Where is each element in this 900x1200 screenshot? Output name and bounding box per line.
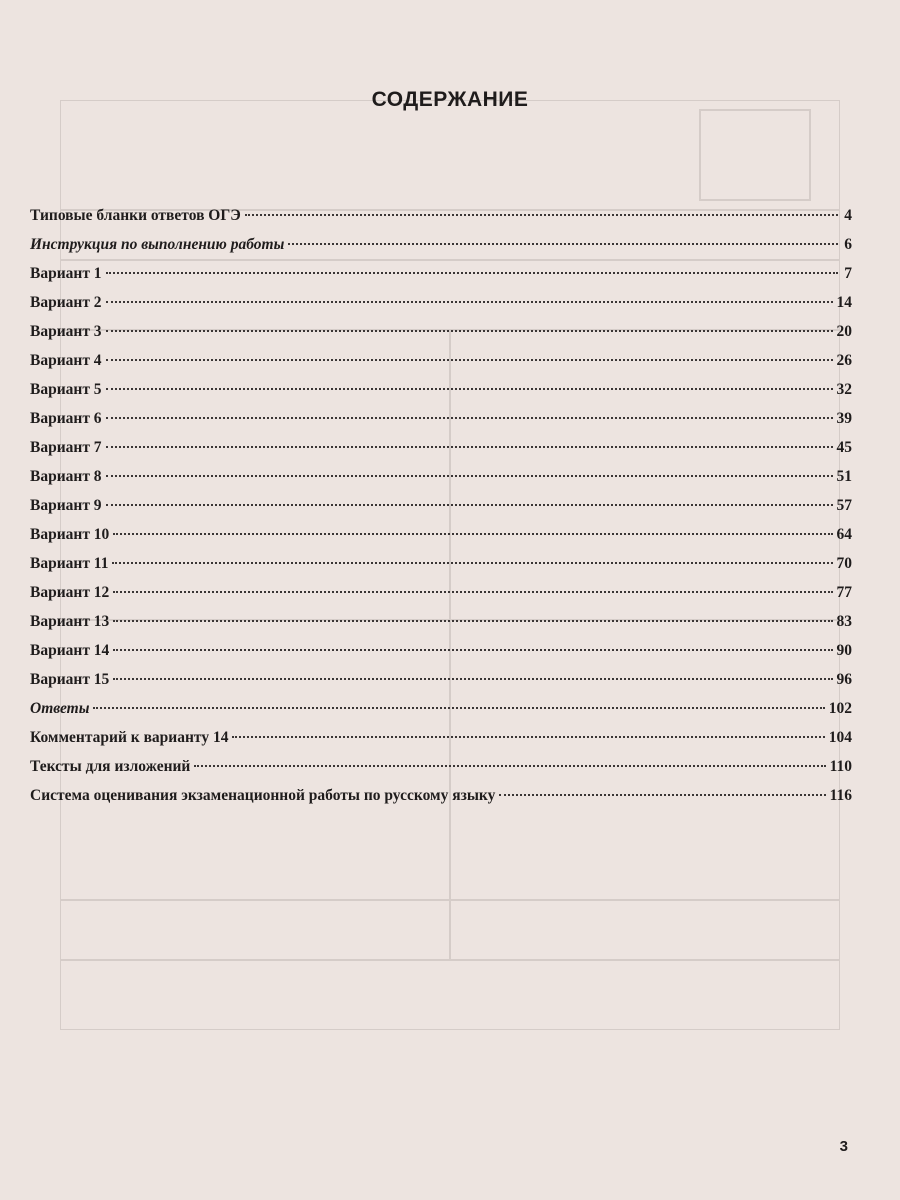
toc-entry	[30, 700, 852, 729]
dot-leader	[288, 243, 838, 245]
toc-entry	[30, 497, 852, 526]
toc-entry-title: Вариант 11	[30, 555, 109, 572]
page-title: СОДЕРЖАНИЕ	[371, 88, 529, 111]
toc-entry	[30, 352, 852, 381]
toc-entry-page: 77	[836, 584, 852, 601]
dot-leader	[499, 794, 825, 796]
toc-entry	[30, 323, 852, 352]
toc-entry	[30, 758, 852, 787]
toc-entry	[30, 555, 852, 584]
dot-leader	[113, 591, 832, 593]
dot-leader	[106, 475, 833, 477]
toc-entry-title: Вариант 13	[30, 613, 110, 630]
toc-entry-title: Вариант 5	[30, 381, 102, 398]
dot-leader	[112, 562, 832, 564]
toc-entry-page: 110	[829, 758, 852, 775]
toc-entry	[30, 236, 852, 265]
toc-entry	[30, 410, 852, 439]
toc-entry-page: 70	[836, 555, 852, 572]
toc-entry-page: 45	[836, 439, 852, 456]
toc-entry-page: 39	[836, 410, 852, 427]
toc-entry	[30, 468, 852, 497]
dot-leader	[113, 533, 832, 535]
toc-entry-page: 14	[836, 294, 852, 311]
toc-entry-page: 96	[836, 671, 852, 688]
toc-entry-title: Вариант 8	[30, 468, 102, 485]
page-number: 3	[839, 1138, 848, 1155]
toc-entry-page: 4	[844, 207, 852, 224]
toc-entry	[30, 381, 852, 410]
toc-entry	[30, 207, 852, 236]
toc-entry-title: Вариант 1	[30, 265, 102, 282]
toc-entry	[30, 584, 852, 613]
toc-entry	[30, 526, 852, 555]
toc-entry-title: Тексты для изложений	[30, 758, 191, 775]
toc-entry-page: 26	[836, 352, 852, 369]
dot-leader	[113, 620, 832, 622]
toc-entry-title: Вариант 9	[30, 497, 102, 514]
dot-leader	[106, 330, 833, 332]
toc-entry	[30, 613, 852, 642]
toc-entry-title: Типовые бланки ответов ОГЭ	[30, 207, 241, 224]
toc-entry-title: Вариант 15	[30, 671, 110, 688]
dot-leader	[232, 736, 824, 738]
table-of-contents	[30, 207, 852, 816]
toc-entry-title: Инструкция по выполнению работы	[30, 236, 285, 253]
dot-leader	[106, 272, 838, 274]
toc-entry	[30, 787, 852, 816]
dot-leader	[106, 359, 833, 361]
toc-entry-page: 7	[844, 265, 852, 282]
toc-entry-title: Система оценивания экзаменационной работы по русскому языку	[30, 787, 496, 804]
toc-entry	[30, 265, 852, 294]
toc-entry-page: 6	[844, 236, 852, 253]
toc-entry-page: 104	[828, 729, 852, 746]
toc-entry	[30, 439, 852, 468]
toc-entry-title: Вариант 3	[30, 323, 102, 340]
toc-entry-page: 57	[836, 497, 852, 514]
toc-entry-title: Вариант 10	[30, 526, 110, 543]
dot-leader	[106, 301, 833, 303]
dot-leader	[113, 678, 832, 680]
toc-entry-page: 51	[836, 468, 852, 485]
toc-entry-title: Вариант 7	[30, 439, 102, 456]
toc-entry-page: 90	[836, 642, 852, 659]
dot-leader	[93, 707, 824, 709]
toc-entry-title: Ответы	[30, 700, 90, 717]
dot-leader	[113, 649, 832, 651]
toc-entry	[30, 294, 852, 323]
toc-entry	[30, 671, 852, 700]
toc-entry-page: 102	[828, 700, 852, 717]
toc-entry-title: Комментарий к варианту 14	[30, 729, 229, 746]
dot-leader	[106, 504, 833, 506]
dot-leader	[194, 765, 825, 767]
toc-entry	[30, 729, 852, 758]
dot-leader	[106, 446, 833, 448]
toc-entry-title: Вариант 4	[30, 352, 102, 369]
dot-leader	[106, 388, 833, 390]
toc-entry-page: 116	[829, 787, 852, 804]
toc-entry-page: 64	[836, 526, 852, 543]
toc-entry	[30, 642, 852, 671]
toc-entry-title: Вариант 2	[30, 294, 102, 311]
dot-leader	[106, 417, 833, 419]
toc-entry-title: Вариант 12	[30, 584, 110, 601]
toc-entry-page: 20	[836, 323, 852, 340]
toc-entry-title: Вариант 14	[30, 642, 110, 659]
toc-entry-page: 32	[836, 381, 852, 398]
toc-entry-page: 83	[836, 613, 852, 630]
toc-entry-title: Вариант 6	[30, 410, 102, 427]
dot-leader	[245, 214, 838, 216]
